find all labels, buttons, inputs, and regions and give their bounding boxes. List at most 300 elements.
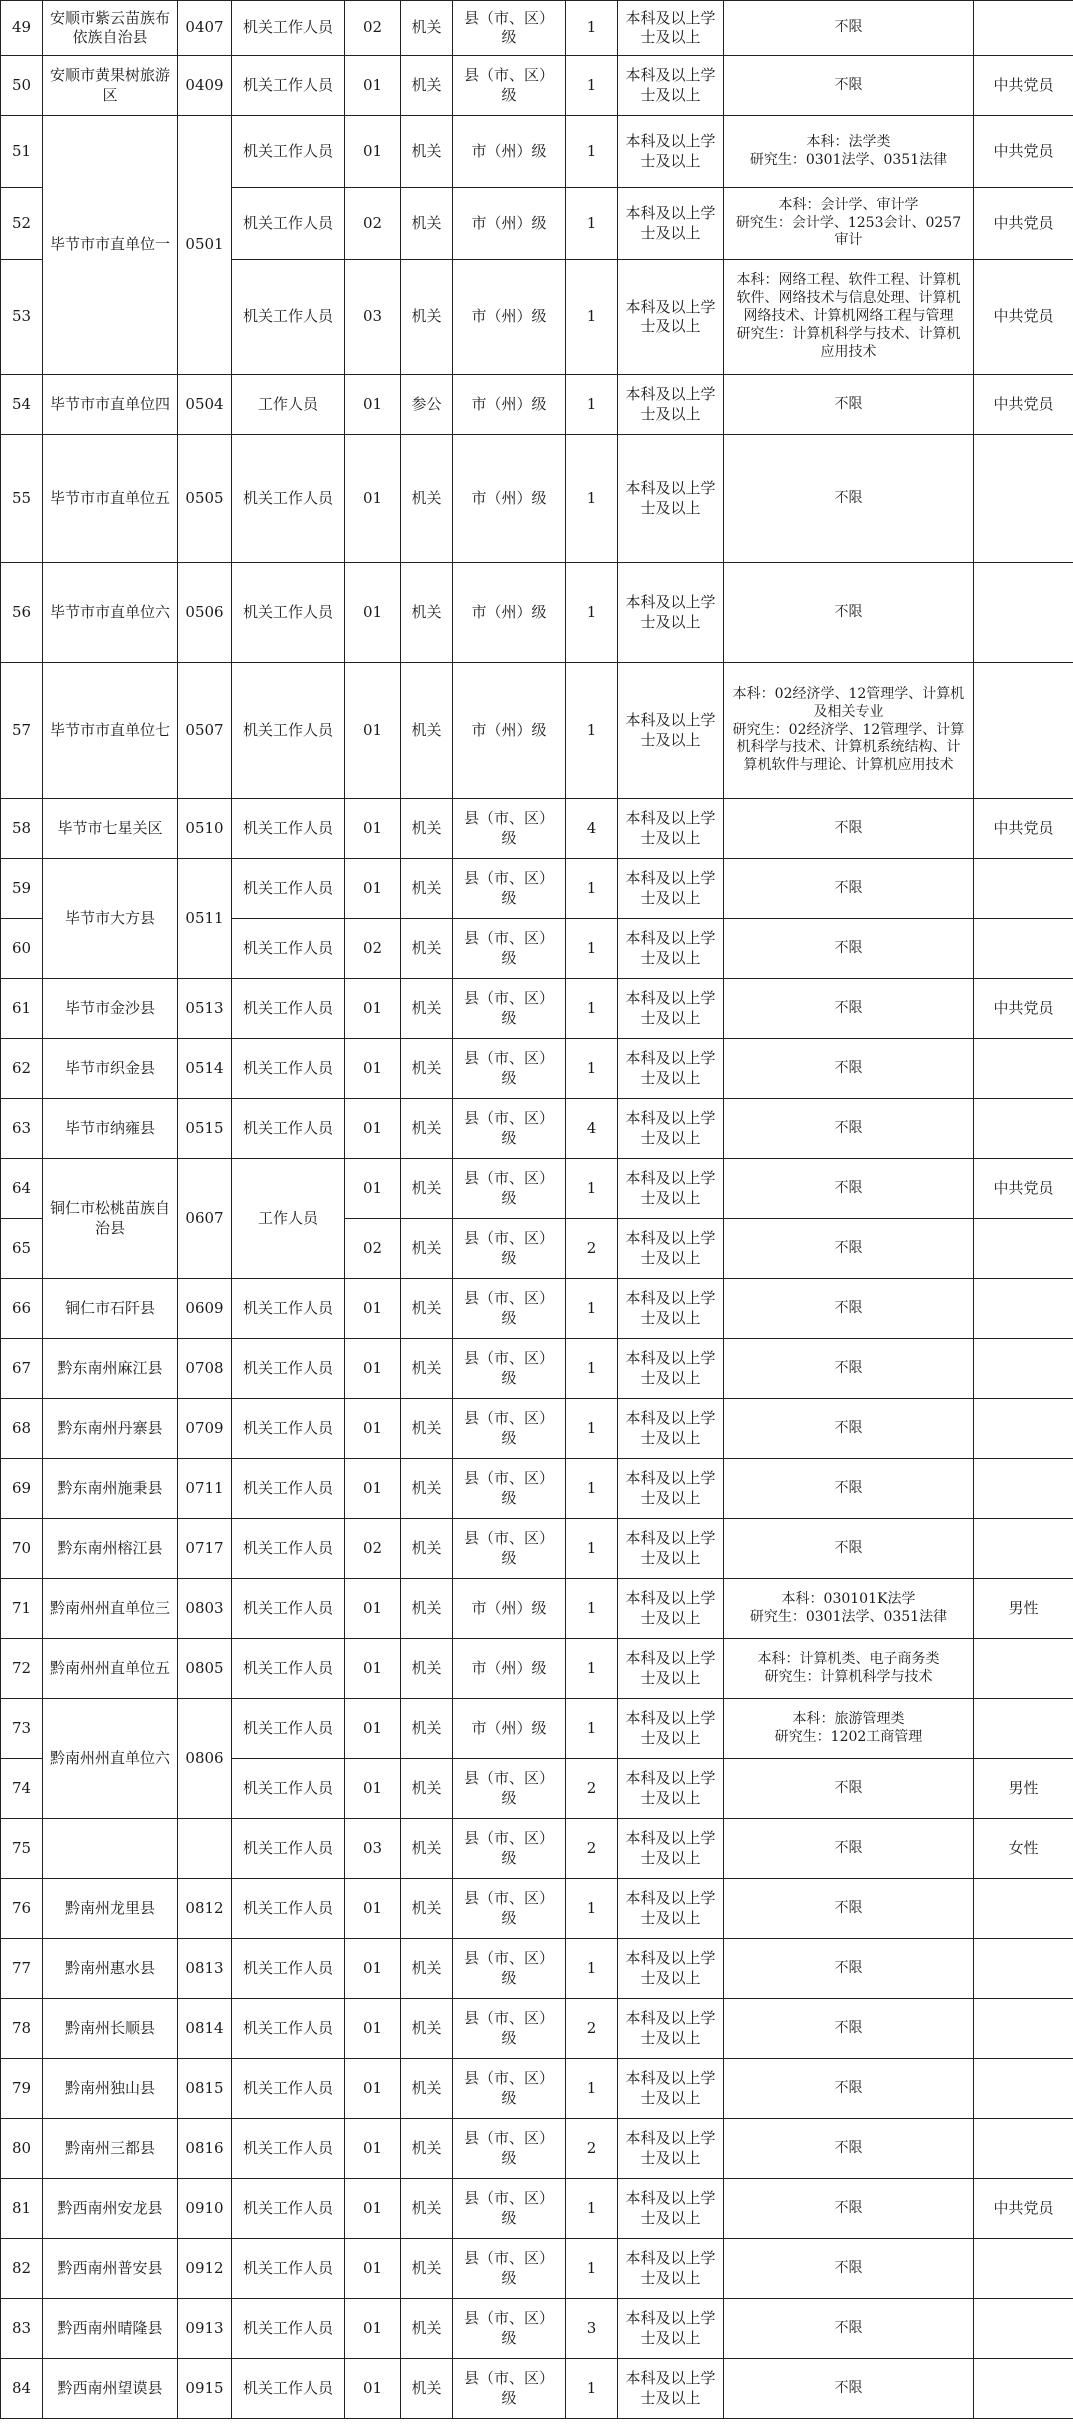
- recruit-count-cell: 2: [566, 1819, 618, 1879]
- major-requirement-cell: 不限: [724, 1159, 974, 1219]
- unit-code-cell: 0806: [178, 1699, 232, 1819]
- education-requirement-cell: 本科及以上学士及以上: [618, 435, 724, 563]
- major-requirement-cell: 本科：法学类 研究生：0301法学、0351法律: [724, 116, 974, 188]
- unit-code-cell: 0511: [178, 859, 232, 979]
- unit-name-cell: 黔南州惠水县: [43, 1939, 178, 1999]
- table-row: [1, 1879, 1073, 1939]
- education-requirement-cell: 本科及以上学士及以上: [618, 1819, 724, 1879]
- other-requirement-cell: [974, 2119, 1073, 2179]
- education-requirement-cell: 本科及以上学士及以上: [618, 2299, 724, 2359]
- other-requirement-cell: 中共党员: [974, 260, 1073, 375]
- position-code-cell: 01: [345, 979, 401, 1039]
- position-code-cell: 02: [345, 1219, 401, 1279]
- unit-level-cell: 县（市、区）级: [453, 1279, 566, 1339]
- row-number-cell: 73: [1, 1699, 43, 1759]
- recruit-count-cell: 1: [566, 116, 618, 188]
- other-requirement-cell: 男性: [974, 1759, 1073, 1819]
- position-name-cell: 机关工作人员: [232, 1039, 345, 1099]
- position-code-cell: 01: [345, 563, 401, 663]
- unit-name-cell: 黔南州州直单位五: [43, 1639, 178, 1699]
- position-type-cell: 机关: [401, 188, 453, 260]
- row-number-cell: 69: [1, 1459, 43, 1519]
- other-requirement-cell: [974, 1699, 1073, 1759]
- table-row: [1, 1819, 1073, 1879]
- unit-name-cell: 黔西南州安龙县: [43, 2179, 178, 2239]
- unit-code-cell: 0708: [178, 1339, 232, 1399]
- unit-code-cell: 0510: [178, 799, 232, 859]
- other-requirement-cell: [974, 1399, 1073, 1459]
- unit-level-cell: 县（市、区）级: [453, 1159, 566, 1219]
- other-requirement-cell: [974, 563, 1073, 663]
- position-code-cell: 01: [345, 1399, 401, 1459]
- unit-code-cell: 0803: [178, 1579, 232, 1639]
- unit-code-cell: 0717: [178, 1519, 232, 1579]
- recruit-count-cell: 1: [566, 260, 618, 375]
- position-type-cell: 机关: [401, 663, 453, 799]
- unit-name-cell: 毕节市市直单位四: [43, 375, 178, 435]
- unit-level-cell: 县（市、区）级: [453, 1939, 566, 1999]
- position-type-cell: 机关: [401, 2239, 453, 2299]
- unit-code-cell: 0814: [178, 1999, 232, 2059]
- unit-level-cell: 县（市、区）级: [453, 979, 566, 1039]
- unit-code-cell: 0711: [178, 1459, 232, 1519]
- position-code-cell: 01: [345, 2359, 401, 2419]
- recruit-count-cell: 1: [566, 1939, 618, 1999]
- major-requirement-cell: 不限: [724, 1099, 974, 1159]
- major-requirement-cell: 不限: [724, 1339, 974, 1399]
- position-code-cell: 01: [345, 1879, 401, 1939]
- other-requirement-cell: [974, 435, 1073, 563]
- table-row: [1, 2119, 1073, 2179]
- major-requirement-cell: 不限: [724, 1819, 974, 1879]
- position-type-cell: 机关: [401, 979, 453, 1039]
- position-type-cell: 机关: [401, 563, 453, 663]
- other-requirement-cell: 中共党员: [974, 375, 1073, 435]
- row-number-cell: 63: [1, 1099, 43, 1159]
- major-requirement-cell: 不限: [724, 1039, 974, 1099]
- table-row: [1, 435, 1073, 563]
- position-name-cell: 机关工作人员: [232, 2299, 345, 2359]
- position-name-cell: 机关工作人员: [232, 1459, 345, 1519]
- recruit-count-cell: 4: [566, 799, 618, 859]
- other-requirement-cell: [974, 1459, 1073, 1519]
- education-requirement-cell: 本科及以上学士及以上: [618, 1939, 724, 1999]
- row-number-cell: 59: [1, 859, 43, 919]
- education-requirement-cell: 本科及以上学士及以上: [618, 1699, 724, 1759]
- major-requirement-cell: 不限: [724, 1, 974, 56]
- position-name-cell: 机关工作人员: [232, 799, 345, 859]
- unit-level-cell: 县（市、区）级: [453, 1819, 566, 1879]
- row-number-cell: 49: [1, 1, 43, 56]
- position-code-cell: 01: [345, 1939, 401, 1999]
- unit-level-cell: 县（市、区）级: [453, 919, 566, 979]
- unit-code-cell: 0912: [178, 2239, 232, 2299]
- other-requirement-cell: [974, 1999, 1073, 2059]
- position-name-cell: 机关工作人员: [232, 56, 345, 116]
- unit-level-cell: 市（州）级: [453, 260, 566, 375]
- unit-level-cell: 县（市、区）级: [453, 1399, 566, 1459]
- education-requirement-cell: 本科及以上学士及以上: [618, 663, 724, 799]
- unit-name-cell: 黔南州三都县: [43, 2119, 178, 2179]
- row-number-cell: 65: [1, 1219, 43, 1279]
- unit-name-cell: 毕节市市直单位五: [43, 435, 178, 563]
- major-requirement-cell: 不限: [724, 2179, 974, 2239]
- major-requirement-cell: 不限: [724, 2299, 974, 2359]
- position-code-cell: 01: [345, 56, 401, 116]
- unit-code-cell: 0813: [178, 1939, 232, 1999]
- position-name-cell: 机关工作人员: [232, 1999, 345, 2059]
- unit-code-cell: 0913: [178, 2299, 232, 2359]
- unit-level-cell: 县（市、区）级: [453, 799, 566, 859]
- recruit-count-cell: 2: [566, 1999, 618, 2059]
- position-name-cell: 机关工作人员: [232, 1, 345, 56]
- education-requirement-cell: 本科及以上学士及以上: [618, 2119, 724, 2179]
- recruit-count-cell: 2: [566, 2119, 618, 2179]
- position-type-cell: 机关: [401, 1999, 453, 2059]
- unit-name-cell: 黔南州州直单位三: [43, 1579, 178, 1639]
- education-requirement-cell: 本科及以上学士及以上: [618, 1459, 724, 1519]
- other-requirement-cell: 中共党员: [974, 979, 1073, 1039]
- position-code-cell: 01: [345, 1159, 401, 1219]
- position-code-cell: 03: [345, 1819, 401, 1879]
- unit-level-cell: 县（市、区）级: [453, 2179, 566, 2239]
- unit-name-cell: 黔南州独山县: [43, 2059, 178, 2119]
- unit-name-cell: 黔南州龙里县: [43, 1879, 178, 1939]
- unit-name-cell: 安顺市黄果树旅游区: [43, 56, 178, 116]
- unit-level-cell: 县（市、区）级: [453, 1, 566, 56]
- recruit-count-cell: 1: [566, 563, 618, 663]
- position-name-cell: 机关工作人员: [232, 663, 345, 799]
- row-number-cell: 82: [1, 2239, 43, 2299]
- table-row: [1, 663, 1073, 799]
- table-row: [1, 859, 1073, 919]
- other-requirement-cell: [974, 2059, 1073, 2119]
- position-type-cell: 机关: [401, 1879, 453, 1939]
- position-name-cell: 机关工作人员: [232, 435, 345, 563]
- recruit-count-cell: 1: [566, 1039, 618, 1099]
- unit-name-cell: 安顺市紫云苗族布依族自治县: [43, 1, 178, 56]
- other-requirement-cell: 中共党员: [974, 188, 1073, 260]
- other-requirement-cell: 中共党员: [974, 799, 1073, 859]
- table-row: [1, 1099, 1073, 1159]
- recruit-count-cell: 1: [566, 979, 618, 1039]
- position-type-cell: 机关: [401, 1759, 453, 1819]
- position-name-cell: 机关工作人员: [232, 2059, 345, 2119]
- row-number-cell: 60: [1, 919, 43, 979]
- unit-name-cell: 黔南州州直单位六: [43, 1699, 178, 1819]
- unit-code-cell: 0709: [178, 1399, 232, 1459]
- table-row: [1, 1339, 1073, 1399]
- major-requirement-cell: 不限: [724, 1279, 974, 1339]
- recruit-count-cell: 1: [566, 1, 618, 56]
- table-row: [1, 2299, 1073, 2359]
- position-name-cell: 机关工作人员: [232, 1339, 345, 1399]
- unit-code-cell: 0407: [178, 1, 232, 56]
- unit-level-cell: 县（市、区）级: [453, 2059, 566, 2119]
- major-requirement-cell: 不限: [724, 1519, 974, 1579]
- major-requirement-cell: 本科：会计学、审计学 研究生：会计学、1253会计、0257审计: [724, 188, 974, 260]
- education-requirement-cell: 本科及以上学士及以上: [618, 1519, 724, 1579]
- major-requirement-cell: 不限: [724, 2239, 974, 2299]
- unit-code-cell: 0506: [178, 563, 232, 663]
- table-row: [1, 2179, 1073, 2239]
- position-type-cell: 机关: [401, 1159, 453, 1219]
- row-number-cell: 55: [1, 435, 43, 563]
- position-type-cell: 机关: [401, 1519, 453, 1579]
- education-requirement-cell: 本科及以上学士及以上: [618, 1219, 724, 1279]
- table-row: [1, 1699, 1073, 1759]
- recruit-count-cell: 1: [566, 188, 618, 260]
- unit-level-cell: 市（州）级: [453, 1699, 566, 1759]
- table-row: [1, 1639, 1073, 1699]
- education-requirement-cell: 本科及以上学士及以上: [618, 1999, 724, 2059]
- education-requirement-cell: 本科及以上学士及以上: [618, 979, 724, 1039]
- position-name-cell: 机关工作人员: [232, 919, 345, 979]
- position-type-cell: 机关: [401, 116, 453, 188]
- recruit-count-cell: 1: [566, 56, 618, 116]
- other-requirement-cell: [974, 1219, 1073, 1279]
- position-type-cell: 机关: [401, 2359, 453, 2419]
- unit-level-cell: 县（市、区）级: [453, 1219, 566, 1279]
- position-code-cell: 01: [345, 435, 401, 563]
- unit-code-cell: [178, 1819, 232, 1879]
- major-requirement-cell: 不限: [724, 375, 974, 435]
- major-requirement-cell: 不限: [724, 2059, 974, 2119]
- position-name-cell: 机关工作人员: [232, 563, 345, 663]
- table-row: [1, 2359, 1073, 2419]
- recruit-count-cell: 1: [566, 919, 618, 979]
- recruit-count-cell: 1: [566, 1639, 618, 1699]
- unit-name-cell: 黔东南州施秉县: [43, 1459, 178, 1519]
- unit-code-cell: 0514: [178, 1039, 232, 1099]
- unit-code-cell: 0910: [178, 2179, 232, 2239]
- major-requirement-cell: 不限: [724, 1939, 974, 1999]
- position-code-cell: 01: [345, 1099, 401, 1159]
- education-requirement-cell: 本科及以上学士及以上: [618, 1159, 724, 1219]
- position-name-cell: 机关工作人员: [232, 188, 345, 260]
- unit-level-cell: 县（市、区）级: [453, 1879, 566, 1939]
- position-name-cell: 机关工作人员: [232, 2179, 345, 2239]
- education-requirement-cell: 本科及以上学士及以上: [618, 1339, 724, 1399]
- position-code-cell: 01: [345, 2179, 401, 2239]
- row-number-cell: 52: [1, 188, 43, 260]
- major-requirement-cell: 不限: [724, 1879, 974, 1939]
- position-name-cell: 机关工作人员: [232, 1399, 345, 1459]
- position-type-cell: 机关: [401, 1279, 453, 1339]
- unit-level-cell: 县（市、区）级: [453, 1759, 566, 1819]
- table-row: [1, 563, 1073, 663]
- row-number-cell: 57: [1, 663, 43, 799]
- other-requirement-cell: [974, 1039, 1073, 1099]
- position-type-cell: 机关: [401, 1039, 453, 1099]
- other-requirement-cell: [974, 2239, 1073, 2299]
- position-name-cell: 机关工作人员: [232, 1759, 345, 1819]
- position-type-cell: 机关: [401, 1219, 453, 1279]
- unit-level-cell: 市（州）级: [453, 663, 566, 799]
- recruit-count-cell: 1: [566, 1519, 618, 1579]
- education-requirement-cell: 本科及以上学士及以上: [618, 919, 724, 979]
- recruit-count-cell: 4: [566, 1099, 618, 1159]
- table-row: [1, 1519, 1073, 1579]
- other-requirement-cell: 中共党员: [974, 116, 1073, 188]
- row-number-cell: 68: [1, 1399, 43, 1459]
- position-name-cell: 机关工作人员: [232, 2359, 345, 2419]
- unit-code-cell: 0816: [178, 2119, 232, 2179]
- unit-code-cell: 0609: [178, 1279, 232, 1339]
- other-requirement-cell: 女性: [974, 1819, 1073, 1879]
- position-type-cell: 机关: [401, 1819, 453, 1879]
- row-number-cell: 84: [1, 2359, 43, 2419]
- row-number-cell: 61: [1, 979, 43, 1039]
- position-name-cell: 机关工作人员: [232, 116, 345, 188]
- unit-name-cell: 铜仁市松桃苗族自治县: [43, 1159, 178, 1279]
- major-requirement-cell: 不限: [724, 563, 974, 663]
- position-name-cell: 工作人员: [232, 375, 345, 435]
- unit-level-cell: 市（州）级: [453, 435, 566, 563]
- unit-name-cell: 黔东南州榕江县: [43, 1519, 178, 1579]
- position-name-cell: 机关工作人员: [232, 1579, 345, 1639]
- row-number-cell: 72: [1, 1639, 43, 1699]
- table-row: [1, 1159, 1073, 1219]
- position-name-cell: 机关工作人员: [232, 260, 345, 375]
- unit-code-cell: 0504: [178, 375, 232, 435]
- recruit-count-cell: 1: [566, 1579, 618, 1639]
- position-type-cell: 机关: [401, 1459, 453, 1519]
- education-requirement-cell: 本科及以上学士及以上: [618, 2239, 724, 2299]
- position-code-cell: 02: [345, 188, 401, 260]
- recruit-count-cell: 1: [566, 1339, 618, 1399]
- position-name-cell: 机关工作人员: [232, 1279, 345, 1339]
- unit-name-cell: [43, 1819, 178, 1879]
- unit-name-cell: 黔西南州晴隆县: [43, 2299, 178, 2359]
- unit-level-cell: 市（州）级: [453, 563, 566, 663]
- position-type-cell: 机关: [401, 1399, 453, 1459]
- other-requirement-cell: 中共党员: [974, 1159, 1073, 1219]
- position-type-cell: 机关: [401, 1, 453, 56]
- unit-name-cell: 黔西南州普安县: [43, 2239, 178, 2299]
- unit-name-cell: 黔东南州麻江县: [43, 1339, 178, 1399]
- other-requirement-cell: [974, 1519, 1073, 1579]
- table-row: [1, 1399, 1073, 1459]
- unit-level-cell: 县（市、区）级: [453, 1519, 566, 1579]
- other-requirement-cell: 男性: [974, 1579, 1073, 1639]
- major-requirement-cell: 本科：网络工程、软件工程、计算机软件、网络技术与信息处理、计算机网络技术、计算机网络工程与管理 研究生：计算机科学与技术、计算机应用技术: [724, 260, 974, 375]
- position-code-cell: 01: [345, 799, 401, 859]
- position-name-cell: 机关工作人员: [232, 1819, 345, 1879]
- position-code-cell: 02: [345, 1519, 401, 1579]
- table-row: [1, 1579, 1073, 1639]
- unit-name-cell: 毕节市市直单位七: [43, 663, 178, 799]
- unit-level-cell: 县（市、区）级: [453, 1459, 566, 1519]
- major-requirement-cell: 本科：030101K法学 研究生：0301法学、0351法律: [724, 1579, 974, 1639]
- table-row: [1, 1039, 1073, 1099]
- row-number-cell: 80: [1, 2119, 43, 2179]
- unit-code-cell: 0515: [178, 1099, 232, 1159]
- major-requirement-cell: 本科：02经济学、12管理学、计算机及相关专业 研究生：02经济学、12管理学、计算机科学与技术、计算机系统结构、计算机软件与理论、计算机应用技术: [724, 663, 974, 799]
- recruit-count-cell: 1: [566, 1879, 618, 1939]
- position-code-cell: 01: [345, 1759, 401, 1819]
- recruit-count-cell: 1: [566, 2359, 618, 2419]
- unit-name-cell: 毕节市七星关区: [43, 799, 178, 859]
- position-type-cell: 参公: [401, 375, 453, 435]
- unit-level-cell: 县（市、区）级: [453, 2119, 566, 2179]
- major-requirement-cell: 不限: [724, 1399, 974, 1459]
- position-code-cell: 01: [345, 663, 401, 799]
- position-type-cell: 机关: [401, 1639, 453, 1699]
- position-type-cell: 机关: [401, 799, 453, 859]
- education-requirement-cell: 本科及以上学士及以上: [618, 2059, 724, 2119]
- position-type-cell: 机关: [401, 2059, 453, 2119]
- position-code-cell: 01: [345, 2239, 401, 2299]
- position-code-cell: 01: [345, 1699, 401, 1759]
- major-requirement-cell: 不限: [724, 56, 974, 116]
- position-type-cell: 机关: [401, 859, 453, 919]
- position-code-cell: 01: [345, 859, 401, 919]
- position-type-cell: 机关: [401, 1099, 453, 1159]
- position-code-cell: 01: [345, 1039, 401, 1099]
- unit-name-cell: 黔西南州望谟县: [43, 2359, 178, 2419]
- education-requirement-cell: 本科及以上学士及以上: [618, 116, 724, 188]
- row-number-cell: 77: [1, 1939, 43, 1999]
- major-requirement-cell: 不限: [724, 435, 974, 563]
- education-requirement-cell: 本科及以上学士及以上: [618, 260, 724, 375]
- recruit-count-cell: 1: [566, 1399, 618, 1459]
- education-requirement-cell: 本科及以上学士及以上: [618, 799, 724, 859]
- unit-level-cell: 县（市、区）级: [453, 2299, 566, 2359]
- row-number-cell: 74: [1, 1759, 43, 1819]
- row-number-cell: 50: [1, 56, 43, 116]
- other-requirement-cell: [974, 1339, 1073, 1399]
- unit-level-cell: 县（市、区）级: [453, 1039, 566, 1099]
- row-number-cell: 64: [1, 1159, 43, 1219]
- position-code-cell: 01: [345, 1579, 401, 1639]
- row-number-cell: 83: [1, 2299, 43, 2359]
- education-requirement-cell: 本科及以上学士及以上: [618, 375, 724, 435]
- table-row: [1, 1999, 1073, 2059]
- position-type-cell: 机关: [401, 56, 453, 116]
- education-requirement-cell: 本科及以上学士及以上: [618, 1279, 724, 1339]
- position-code-cell: 01: [345, 1279, 401, 1339]
- unit-level-cell: 县（市、区）级: [453, 1999, 566, 2059]
- major-requirement-cell: 本科：计算机类、电子商务类 研究生：计算机科学与技术: [724, 1639, 974, 1699]
- major-requirement-cell: 不限: [724, 2119, 974, 2179]
- recruit-count-cell: 1: [566, 663, 618, 799]
- position-code-cell: 01: [345, 1999, 401, 2059]
- table-row: [1, 2059, 1073, 2119]
- other-requirement-cell: [974, 1639, 1073, 1699]
- other-requirement-cell: [974, 1099, 1073, 1159]
- position-code-cell: 01: [345, 1459, 401, 1519]
- education-requirement-cell: 本科及以上学士及以上: [618, 1639, 724, 1699]
- position-code-cell: 01: [345, 2299, 401, 2359]
- position-code-cell: 01: [345, 1639, 401, 1699]
- unit-level-cell: 县（市、区）级: [453, 56, 566, 116]
- position-type-cell: 机关: [401, 1699, 453, 1759]
- other-requirement-cell: [974, 1939, 1073, 1999]
- unit-name-cell: 黔南州长顺县: [43, 1999, 178, 2059]
- education-requirement-cell: 本科及以上学士及以上: [618, 1879, 724, 1939]
- unit-name-cell: 毕节市织金县: [43, 1039, 178, 1099]
- position-name-cell: 机关工作人员: [232, 859, 345, 919]
- education-requirement-cell: 本科及以上学士及以上: [618, 1759, 724, 1819]
- row-number-cell: 56: [1, 563, 43, 663]
- position-code-cell: 01: [345, 375, 401, 435]
- education-requirement-cell: 本科及以上学士及以上: [618, 1, 724, 56]
- other-requirement-cell: [974, 663, 1073, 799]
- recruit-count-cell: 1: [566, 435, 618, 563]
- education-requirement-cell: 本科及以上学士及以上: [618, 2179, 724, 2239]
- recruit-count-cell: 1: [566, 1159, 618, 1219]
